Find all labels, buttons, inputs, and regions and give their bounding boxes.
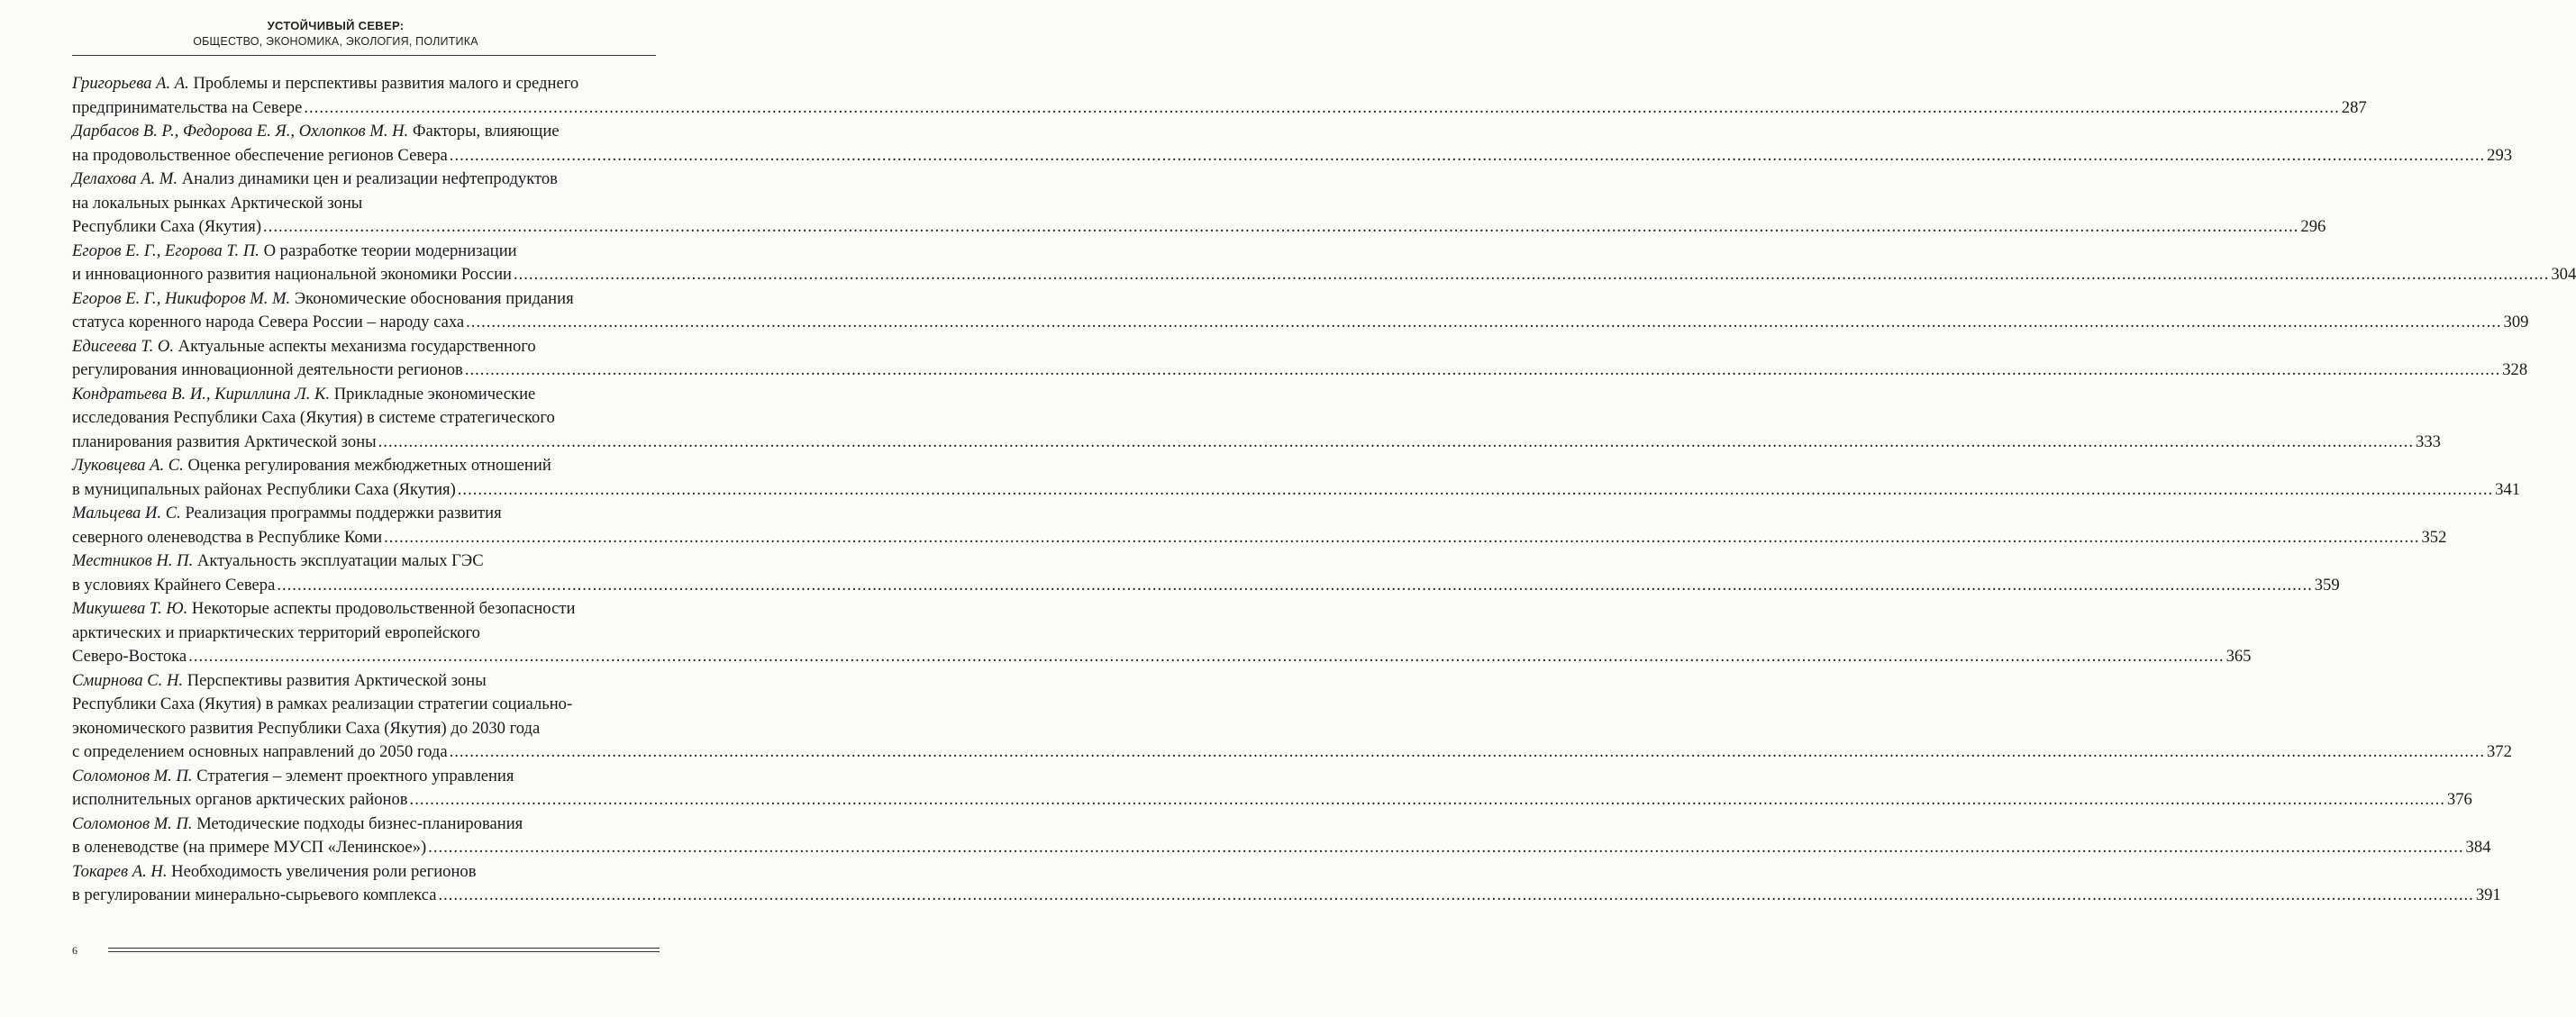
toc-entry bbox=[72, 240, 2576, 287]
toc-entry-line bbox=[72, 120, 660, 144]
toc-entry-page: 333 bbox=[2416, 431, 2441, 451]
dot-leader: ................................................................................................................................................................................................................................................................................................................................................................................................................ bbox=[263, 217, 2299, 236]
toc-entry-author: Соломонов М. П. bbox=[72, 813, 193, 833]
toc-entry-title-part: Необходимость увеличения роли регионов bbox=[171, 861, 477, 881]
dot-leader: ................................................................................................................................................................................................................................................................................................................................................................................................................ bbox=[513, 265, 2550, 284]
toc-entry-line bbox=[72, 287, 660, 312]
toc-entry-title-end: предпринимательства на Севере bbox=[72, 97, 303, 117]
toc-entry-title-end: регулирования инновационной деятельности регионов bbox=[72, 360, 463, 379]
toc-entry-title-end: с определением основных направлений до 2050 года bbox=[72, 742, 448, 761]
toc-entry-page: 365 bbox=[2226, 647, 2252, 666]
toc-entry-author: Едисеева Т. О. bbox=[72, 336, 175, 356]
footer-rule-bottom bbox=[108, 951, 660, 952]
toc-entry-author: Токарев А. Н. bbox=[72, 861, 168, 881]
toc-entry bbox=[72, 120, 2513, 168]
toc-entry-title-part: Республики Саха (Якутия) в рамках реализации стратегии социально- bbox=[72, 695, 573, 713]
toc-entry bbox=[72, 72, 2367, 120]
toc-entry-title-part: исследования Республики Саха (Якутия) в системе стратегического bbox=[72, 408, 555, 427]
dot-leader: ................................................................................................................................................................................................................................................................................................................................................................................................................ bbox=[384, 527, 2420, 547]
toc-entry-author: Луковцева А. С. bbox=[72, 456, 184, 475]
toc-entry-line bbox=[72, 597, 660, 622]
dot-leader: ................................................................................................................................................................................................................................................................................................................................................................................................................ bbox=[277, 575, 2313, 595]
toc-entry bbox=[72, 454, 2521, 502]
toc-entry-title-end: в условиях Крайнего Севера bbox=[72, 575, 276, 595]
toc-entry-title-end: Северо-Востока bbox=[72, 647, 187, 666]
toc-entry bbox=[72, 765, 2472, 813]
toc-entry-title-end: планирования развития Арктической зоны bbox=[72, 431, 377, 451]
toc-entry-author: Соломонов М. П. bbox=[72, 766, 193, 785]
toc-entry bbox=[72, 168, 2326, 240]
toc-entry-last-line bbox=[72, 96, 2367, 121]
toc-entry-title-part: Актуальные аспекты механизма государственного bbox=[177, 336, 536, 356]
toc-entry-author: Местников Н. П. bbox=[72, 551, 194, 570]
toc-entry-line bbox=[72, 669, 660, 694]
toc-entry-author: Смирнова С. Н. bbox=[72, 670, 184, 690]
toc-entry-line bbox=[72, 717, 660, 741]
toc-entry-page: 359 bbox=[2314, 575, 2340, 595]
toc-entry-line bbox=[72, 693, 660, 717]
toc-entry-title-end: на продовольственное обеспечение регионов Севера bbox=[72, 145, 448, 165]
toc-entry-last-line bbox=[72, 884, 2501, 908]
toc-entry-author: Кондратьева В. И., Кириллина Л. К. bbox=[72, 384, 331, 404]
toc-entry-author: Григорьева А. А. bbox=[72, 74, 189, 93]
toc-entry-page: 384 bbox=[2465, 838, 2491, 857]
toc-entry-last-line bbox=[72, 526, 2447, 550]
dot-leader: ................................................................................................................................................................................................................................................................................................................................................................................................................ bbox=[409, 790, 2445, 809]
toc-entry-last-line bbox=[72, 431, 2441, 455]
dot-leader: ................................................................................................................................................................................................................................................................................................................................................................................................................ bbox=[464, 360, 2501, 379]
toc-entry-author: Делахова А. М. bbox=[72, 169, 178, 188]
toc-entry-line bbox=[72, 502, 660, 526]
toc-entry-last-line bbox=[72, 788, 2472, 813]
toc-entry-page: 352 bbox=[2421, 527, 2447, 547]
toc-entry-author: Дарбасов В. Р., Федорова Е. Я., Охлопков М. Н. bbox=[72, 122, 409, 141]
toc-entry-line bbox=[72, 549, 660, 574]
toc-entry-title-part: Реализация программы поддержки развития bbox=[185, 504, 502, 522]
toc-entry-last-line bbox=[72, 144, 2513, 168]
toc-entry-last-line bbox=[72, 574, 2340, 598]
dot-leader: ................................................................................................................................................................................................................................................................................................................................................................................................................ bbox=[428, 838, 2464, 857]
toc-entry-line bbox=[72, 383, 660, 407]
dot-leader: ................................................................................................................................................................................................................................................................................................................................................................................................................ bbox=[378, 431, 2415, 451]
dot-leader: ................................................................................................................................................................................................................................................................................................................................................................................................................ bbox=[449, 145, 2486, 165]
running-header-subtitle: ОБЩЕСТВО, ЭКОНОМИКА, ЭКОЛОГИЯ, ПОЛИТИКА bbox=[193, 35, 478, 48]
toc-entry-title-end: в муниципальных районах Республики Саха (Якутия) bbox=[72, 479, 456, 499]
page-number: 6 bbox=[72, 944, 77, 957]
toc-entry-page: 293 bbox=[2487, 145, 2513, 165]
toc-entry bbox=[72, 597, 2252, 669]
toc-entry-title-part: на локальных рынках Арктической зоны bbox=[72, 193, 363, 213]
toc-entry bbox=[72, 383, 2441, 455]
toc-entry-line bbox=[72, 72, 660, 96]
toc-entry-title-part: Проблемы и перспективы развития малого и среднего bbox=[193, 74, 579, 93]
toc-entry-page: 328 bbox=[2502, 360, 2528, 379]
toc-entry-line bbox=[72, 335, 660, 359]
dot-leader: ................................................................................................................................................................................................................................................................................................................................................................................................................ bbox=[188, 647, 2225, 666]
toc-entry-author: Егоров Е. Г., Никифоров М. М. bbox=[72, 288, 291, 308]
toc-entry-last-line bbox=[72, 263, 2576, 287]
toc-entry-page: 376 bbox=[2446, 790, 2472, 809]
toc-entry-title-part: Методические подходы бизнес-планирования bbox=[196, 813, 523, 833]
toc-entry-title-part: Некоторые аспекты продовольственной безопасности bbox=[191, 599, 576, 618]
footer-rule-top bbox=[108, 948, 660, 949]
toc-entry-title-part: экономического развития Республики Саха (Якутия) до 2030 года bbox=[72, 718, 541, 738]
toc-entry-title-part: арктических и приарктических территорий европейского bbox=[72, 622, 480, 642]
toc-entry bbox=[72, 669, 2512, 765]
toc-entry-page: 372 bbox=[2486, 742, 2512, 761]
toc-entry bbox=[72, 813, 2491, 860]
header-rule bbox=[72, 55, 656, 56]
toc-entry-line bbox=[72, 622, 660, 646]
toc-entry-last-line bbox=[72, 645, 2252, 669]
toc-entry-title-end: в регулировании минерально-сырьевого комплекса bbox=[72, 885, 437, 904]
toc-entry-author: Микушева Т. Ю. bbox=[72, 599, 188, 618]
toc-entry-line bbox=[72, 860, 660, 885]
dot-leader: ................................................................................................................................................................................................................................................................................................................................................................................................................ bbox=[457, 479, 2494, 499]
toc-entry-title-part: Экономические обоснования придания bbox=[294, 288, 574, 308]
toc-entry-line bbox=[72, 765, 660, 789]
toc-entry-title-part: Анализ динамики цен и реализации нефтепродуктов bbox=[181, 169, 558, 188]
toc-entry-page: 309 bbox=[2503, 313, 2529, 331]
toc-entry-title-part: Актуальность эксплуатации малых ГЭС bbox=[196, 551, 484, 570]
table-of-contents bbox=[72, 72, 2576, 908]
toc-entry bbox=[72, 549, 2340, 597]
toc-entry-line bbox=[72, 192, 660, 216]
dot-leader: ................................................................................................................................................................................................................................................................................................................................................................................................................ bbox=[466, 313, 2502, 331]
toc-entry bbox=[72, 502, 2447, 549]
dot-leader: ................................................................................................................................................................................................................................................................................................................................................................................................................ bbox=[304, 97, 2340, 117]
toc-entry-last-line bbox=[72, 215, 2326, 240]
toc-entry-title-part: Оценка регулирования межбюджетных отношений bbox=[187, 456, 551, 475]
toc-entry-line bbox=[72, 454, 660, 478]
toc-entry-last-line bbox=[72, 836, 2491, 860]
toc-entry-title-part: Прикладные экономические bbox=[333, 384, 536, 404]
toc-entry-title-part: Перспективы развития Арктической зоны bbox=[187, 670, 487, 690]
toc-entry-title-end: статуса коренного народа Севера России – народу саха bbox=[72, 313, 465, 331]
toc-entry-line bbox=[72, 168, 660, 192]
toc-entry-title-end: северного оленеводства в Республике Коми bbox=[72, 527, 383, 547]
toc-entry-last-line bbox=[72, 740, 2512, 765]
toc-entry-page: 296 bbox=[2300, 217, 2326, 236]
toc-entry-last-line bbox=[72, 359, 2528, 383]
toc-entry-page: 304 bbox=[2551, 265, 2576, 284]
running-header bbox=[0, 18, 671, 49]
toc-entry-author: Егоров Е. Г., Егорова Т. П. bbox=[72, 241, 259, 260]
toc-entry-line bbox=[72, 240, 660, 264]
toc-entry-last-line bbox=[72, 311, 2529, 335]
dot-leader: ................................................................................................................................................................................................................................................................................................................................................................................................................ bbox=[438, 885, 2474, 904]
toc-entry-title-part: Стратегия – элемент проектного управления bbox=[196, 766, 514, 785]
toc-entry-page: 391 bbox=[2475, 885, 2501, 904]
dot-leader: ................................................................................................................................................................................................................................................................................................................................................................................................................ bbox=[449, 742, 2485, 761]
toc-entry-line bbox=[72, 813, 660, 837]
toc-entry bbox=[72, 335, 2528, 383]
toc-entry-title-end: в оленеводстве (на примере МУСП «Ленинское») bbox=[72, 838, 427, 857]
toc-entry bbox=[72, 287, 2529, 335]
toc-entry-title-end: исполнительных органов арктических районов bbox=[72, 790, 408, 809]
toc-entry-title-part: Факторы, влияющие bbox=[412, 122, 560, 141]
toc-entry-page: 341 bbox=[2495, 479, 2521, 499]
toc-entry bbox=[72, 860, 2501, 908]
toc-entry-title-part: О разработке теории модернизации bbox=[263, 241, 517, 260]
toc-entry-author: Мальцева И. С. bbox=[72, 504, 181, 522]
toc-entry-line bbox=[72, 406, 660, 431]
toc-entry-title-end: Республики Саха (Якутия) bbox=[72, 217, 262, 236]
toc-entry-title-end: и инновационного развития национальной экономики России bbox=[72, 265, 512, 284]
running-header-title: УСТОЙЧИВЫЙ СЕВЕР: bbox=[267, 19, 405, 32]
toc-entry-last-line bbox=[72, 478, 2521, 503]
toc-entry-page: 287 bbox=[2341, 97, 2367, 117]
